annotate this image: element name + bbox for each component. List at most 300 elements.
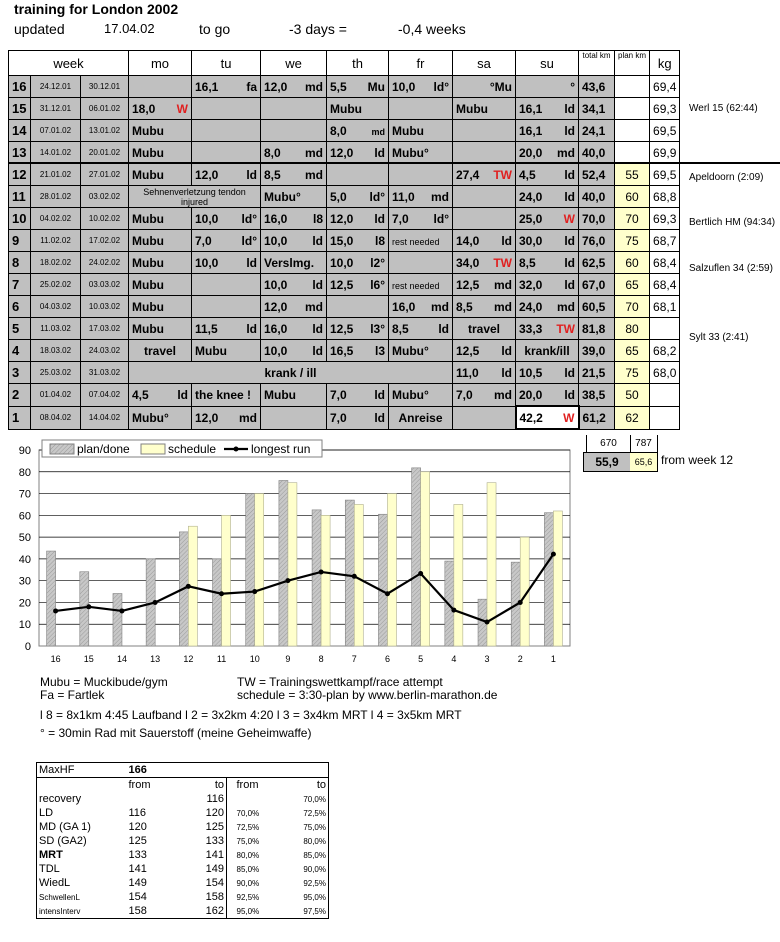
longest-run-point [418, 571, 423, 576]
day-type: ld [564, 255, 575, 270]
week-number: 1 [9, 406, 31, 429]
y-tick-label: 60 [18, 510, 31, 523]
day-type: ld [501, 365, 512, 380]
day-su [516, 76, 579, 98]
hf-pto: 92,5% [303, 878, 326, 888]
bar-schedule [553, 511, 562, 646]
day-su [516, 296, 579, 318]
day-km: 10,0 [264, 277, 288, 292]
day-km: 7,0 [392, 211, 409, 226]
day-type: ld [564, 123, 575, 138]
day-we [261, 208, 327, 230]
day-sa [453, 98, 516, 120]
day-th [327, 142, 389, 164]
day-km: 24,0 [519, 189, 543, 204]
week-start: 28.01.02 [31, 186, 81, 208]
day-type: ld [564, 167, 575, 182]
day-text: Anreise [398, 410, 443, 425]
day-km: 20,0 [519, 387, 543, 402]
bar-plan-done [113, 594, 122, 646]
day-text: Mubu [132, 255, 164, 270]
day-fr [389, 76, 453, 98]
day-km: 12,5 [456, 343, 480, 358]
hf-row [37, 806, 329, 820]
week-start: 14.01.02 [31, 142, 81, 164]
page-title: training for London 2002 [14, 1, 179, 17]
day-mo [129, 98, 192, 120]
hf-name: SD (GA2) [39, 835, 87, 847]
day-su [516, 318, 579, 340]
day-km: 11,0 [456, 365, 479, 380]
hf-name: MRT [39, 849, 63, 861]
day-km: 5,0 [330, 189, 347, 204]
y-tick-label: 90 [18, 445, 31, 457]
week-end: 30.12.01 [81, 76, 129, 98]
total-km: 38,5 [579, 384, 615, 407]
x-tick-label: 15 [83, 654, 94, 664]
hf-row [37, 862, 329, 876]
week-start: 18.02.02 [31, 252, 81, 274]
day-km: 12,5 [330, 277, 354, 292]
day-th [327, 384, 389, 407]
bar-plan-done [47, 551, 56, 646]
hf-to: 162 [205, 905, 224, 917]
day-text: Mubu [195, 343, 227, 358]
hf-to: 116 [206, 793, 224, 805]
day-type: ld [374, 387, 385, 402]
day-we [261, 142, 327, 164]
week-end: 14.04.02 [81, 406, 129, 429]
week-number: 4 [9, 340, 31, 362]
col-tu: tu [192, 51, 261, 76]
day-text: Mubu° [392, 343, 429, 358]
bar-plan-done [544, 513, 553, 646]
day-we [261, 406, 327, 429]
hf-pto: 90,0% [303, 864, 326, 874]
day-type: °Mu [489, 79, 512, 94]
race-note: Salzuflen 34 (2:59) [689, 263, 773, 275]
day-km: 20,0 [519, 145, 543, 160]
weight-kg: 68,2 [650, 340, 680, 362]
week-end: 07.04.02 [81, 384, 129, 407]
hf-from [127, 792, 179, 806]
average-total: 55,9 [583, 452, 631, 472]
day-tu [192, 384, 261, 407]
day-we [261, 318, 327, 340]
day-text: rest needed [392, 236, 440, 247]
plan-km: 70 [615, 208, 650, 230]
day-th [327, 406, 389, 429]
plan-km: 75 [615, 362, 650, 384]
day-sa [453, 406, 516, 429]
day-fr [389, 340, 453, 362]
y-tick-label: 10 [18, 619, 31, 632]
day-fr [389, 318, 453, 340]
x-tick-label: 2 [517, 654, 523, 664]
hf-pfrom: 75,0% [236, 836, 260, 846]
hf-pto: 72,5% [303, 808, 326, 818]
hf-pto: 75,0% [303, 822, 326, 832]
weight-kg: 69,5 [650, 164, 680, 186]
bar-plan-done [312, 510, 321, 646]
day-type: TW [556, 321, 575, 336]
weight-kg: 69,5 [650, 120, 680, 142]
day-type: W [563, 211, 575, 226]
day-type: l3° [370, 321, 385, 336]
note-intervals: l 8 = 8x1km 4:45 Laufband l 2 = 3x2km 4:20 l 3 = 3x4km MRT l 4 = 3x5km MRT [40, 708, 462, 722]
day-km: 16,0 [392, 299, 416, 314]
day-text: Mubu [132, 299, 164, 314]
day-tu [192, 252, 261, 274]
legend-plan-done: plan/done [77, 442, 130, 456]
day-type: ld [177, 387, 188, 402]
hf-sep [227, 834, 235, 848]
bar-plan-done [345, 500, 354, 646]
hf-name: recovery [39, 793, 82, 805]
day-km: 12,0 [195, 410, 219, 425]
day-km: 10,0 [195, 211, 219, 226]
total-km: 24,1 [579, 120, 615, 142]
day-text: Mubu [132, 233, 164, 248]
hf-max-row [37, 763, 329, 778]
table-row [9, 384, 680, 407]
note-mubu: Mubu = Muckibude/gym [40, 675, 168, 689]
day-km: 12,0 [264, 79, 288, 94]
days-remaining: -3 days = [289, 21, 347, 37]
longest-run-point [385, 591, 390, 596]
week-start: 18.03.02 [31, 340, 81, 362]
hf-pfrom: 90,0% [236, 878, 260, 888]
day-fr [389, 252, 453, 274]
hf-row [37, 876, 329, 890]
hf-to: 154 [205, 877, 224, 889]
day-km: 10,5 [519, 365, 543, 380]
day-mo [129, 296, 192, 318]
day-type: ld° [241, 233, 257, 248]
table-row [9, 318, 680, 340]
day-type: ld [564, 101, 575, 116]
day-sa [453, 384, 516, 407]
week-end: 13.01.02 [81, 120, 129, 142]
week-number: 14 [9, 120, 31, 142]
hf-to: 149 [205, 863, 224, 875]
day-tu [192, 230, 261, 252]
longest-run-point [219, 591, 224, 596]
x-tick-label: 12 [183, 654, 194, 664]
bar-schedule [421, 472, 430, 646]
total-km: 81,8 [579, 318, 615, 340]
hf-sep [227, 876, 235, 890]
plan-km: 80 [615, 318, 650, 340]
day-type: md [305, 167, 323, 182]
x-tick-label: 8 [318, 654, 324, 664]
legend-swatch-schedule [141, 444, 165, 454]
total-km: 70,0 [579, 208, 615, 230]
day-tu: Sehnenverletzung tendon injured [129, 186, 261, 208]
week-start: 24.12.01 [31, 76, 81, 98]
hf-name: SchwellenL [39, 892, 80, 902]
day-text: Mubu [330, 101, 362, 116]
day-type: TW [493, 255, 512, 270]
day-type: W [176, 101, 188, 116]
day-we [261, 186, 327, 208]
day-sa [453, 252, 516, 274]
day-km: 7,0 [330, 410, 347, 425]
day-type: ld [246, 167, 257, 182]
day-we [261, 384, 327, 407]
week-start: 08.04.02 [31, 406, 81, 429]
hf-to-header: to [214, 779, 224, 791]
week-end: 17.03.02 [81, 318, 129, 340]
longest-run-point [518, 600, 523, 605]
col-week: week [9, 51, 129, 76]
hf-name: MD (GA 1) [39, 821, 91, 833]
day-km: 30,0 [519, 233, 543, 248]
day-type: ld [374, 145, 385, 160]
week-start: 21.01.02 [31, 164, 81, 186]
weight-kg: 68,0 [650, 362, 680, 384]
week-number: 9 [9, 230, 31, 252]
hf-sep [227, 862, 235, 876]
day-type: ld [564, 233, 575, 248]
bar-plan-done [213, 559, 222, 646]
longest-run-point [319, 569, 324, 574]
hf-pfrom: 85,0% [236, 864, 260, 874]
hf-header-row [37, 778, 329, 793]
day-type: md [431, 299, 449, 314]
week-start: 25.02.02 [31, 274, 81, 296]
day-we [261, 120, 327, 142]
day-th [327, 274, 389, 296]
y-tick-label: 20 [18, 597, 31, 610]
weight-kg [650, 406, 680, 429]
race-note: Apeldoorn (2:09) [689, 171, 764, 183]
day-type: ld° [241, 211, 257, 226]
weight-kg: 69,3 [650, 98, 680, 120]
hf-from: 149 [128, 877, 147, 889]
day-km: 34,0 [456, 255, 480, 270]
total-km: 76,0 [579, 230, 615, 252]
day-mo [129, 318, 192, 340]
day-we [261, 274, 327, 296]
day-sa [453, 296, 516, 318]
total-km: 61,2 [579, 406, 615, 429]
day-type: ld [564, 365, 575, 380]
day-type: md [557, 145, 575, 160]
day-th [327, 252, 389, 274]
day-type: Mu [367, 79, 385, 94]
day-mo [129, 142, 192, 164]
x-tick-label: 7 [351, 654, 357, 664]
table-row [9, 296, 680, 318]
day-tu [192, 318, 261, 340]
day-type: md [305, 299, 323, 314]
table-row [9, 164, 680, 186]
week-end: 31.03.02 [81, 362, 129, 384]
plan-km [615, 120, 650, 142]
x-tick-label: 14 [116, 654, 127, 664]
bar-plan-done [378, 514, 387, 646]
day-type: ld° [433, 211, 449, 226]
day-km: 11,0 [392, 189, 415, 204]
week-start: 07.01.02 [31, 120, 81, 142]
week-number: 2 [9, 384, 31, 407]
day-type: l8 [374, 233, 385, 248]
weight-kg: 68,1 [650, 296, 680, 318]
day-sa [453, 76, 516, 98]
day-km: 16,1 [195, 79, 219, 94]
hf-to: 133 [205, 835, 224, 847]
hf-sep [227, 792, 235, 806]
total-km: 40,0 [579, 142, 615, 164]
hf-sep [227, 806, 235, 820]
from-week-label: from week 12 [661, 453, 734, 467]
day-km: 10,0 [392, 79, 416, 94]
day-text: the knee ! [195, 387, 252, 402]
legend-longest-run: longest run [251, 442, 311, 456]
hf-pfrom-header: from [236, 779, 259, 791]
week-number: 7 [9, 274, 31, 296]
hf-to: 141 [205, 849, 224, 861]
week-end: 27.01.02 [81, 164, 129, 186]
day-km: 12,5 [456, 277, 480, 292]
day-type: md [305, 145, 323, 160]
week-end: 03.02.02 [81, 186, 129, 208]
day-text: krank/ill [524, 343, 570, 358]
day-type: l3 [374, 343, 385, 358]
day-sa [453, 340, 516, 362]
day-km: 12,0 [195, 167, 219, 182]
hf-row [37, 834, 329, 848]
weeks-remaining: -0,4 weeks [398, 21, 466, 37]
x-tick-label: 13 [150, 654, 161, 664]
table-row [9, 362, 680, 384]
table-row [9, 252, 680, 274]
day-we [261, 230, 327, 252]
day-text: Mubu [132, 167, 164, 182]
bar-plan-done [246, 494, 255, 646]
week-number: 13 [9, 142, 31, 164]
day-km: 32,0 [519, 277, 543, 292]
day-fr [389, 274, 453, 296]
hf-name: LD [39, 807, 54, 819]
week-number: 6 [9, 296, 31, 318]
training-chart [0, 436, 580, 668]
day-km: 8,5 [264, 167, 281, 182]
day-mo [129, 252, 192, 274]
hf-from: 158 [128, 905, 147, 917]
total-km: 67,0 [579, 274, 615, 296]
day-km: 4,5 [132, 387, 149, 402]
day-tu [192, 76, 261, 98]
week-start: 04.02.02 [31, 208, 81, 230]
day-text: Verslmg. [264, 255, 315, 270]
day-type: ° [570, 79, 575, 94]
day-km: 10,0 [264, 233, 288, 248]
day-th [327, 230, 389, 252]
day-type: ld [312, 233, 323, 248]
week-start: 25.03.02 [31, 362, 81, 384]
day-su [516, 230, 579, 252]
day-su [516, 406, 579, 429]
hf-name: WiedL [39, 877, 71, 889]
race-note: Werl 15 (62:44) [689, 102, 758, 114]
day-text: Mubu [456, 101, 488, 116]
day-tu [192, 142, 261, 164]
day-km: 18,0 [132, 101, 156, 116]
week-end: 24.02.02 [81, 252, 129, 274]
week-start: 04.03.02 [31, 296, 81, 318]
day-km: 12,0 [330, 211, 354, 226]
weight-kg: 69,3 [650, 208, 680, 230]
day-type: ld [246, 321, 257, 336]
hf-pfrom: 70,0% [236, 808, 260, 818]
day-type: md [431, 189, 449, 204]
day-km: 14,0 [456, 233, 480, 248]
day-sa [453, 274, 516, 296]
week-start: 11.02.02 [31, 230, 81, 252]
day-fr [389, 164, 453, 186]
hf-pfrom: 92,5% [236, 892, 260, 902]
day-km: 15,0 [330, 233, 354, 248]
total-km: 62,5 [579, 252, 615, 274]
day-mo [129, 384, 192, 407]
day-type: ld [564, 189, 575, 204]
day-th [327, 318, 389, 340]
day-km: 7,0 [456, 387, 473, 402]
plan-km [615, 142, 650, 164]
day-type: ld [501, 343, 512, 358]
col-th: th [327, 51, 389, 76]
day-text: travel [467, 321, 501, 336]
table-row [9, 186, 680, 208]
day-th [327, 186, 389, 208]
day-su [516, 120, 579, 142]
day-sa [453, 142, 516, 164]
day-tu [192, 120, 261, 142]
day-km: 5,5 [330, 79, 347, 94]
maxhf-label: MaxHF [39, 764, 75, 776]
day-mo [129, 120, 192, 142]
day-th [327, 120, 389, 142]
day-mo: krank / ill [129, 362, 453, 384]
col-we: we [261, 51, 327, 76]
hf-name: intensInterv [39, 906, 81, 916]
day-km: 12,5 [330, 321, 354, 336]
col-kg: kg [650, 51, 680, 76]
note-schedule: schedule = 3:30-plan by www.berlin-marathon.de [237, 688, 498, 702]
day-km: 4,5 [519, 167, 536, 182]
day-type: ld [312, 343, 323, 358]
week-end: 03.03.02 [81, 274, 129, 296]
day-text: Mubu° [264, 189, 301, 204]
week-start: 31.12.01 [31, 98, 81, 120]
day-mo [129, 164, 192, 186]
week-number: 5 [9, 318, 31, 340]
hf-sep [227, 904, 235, 919]
day-th [327, 296, 389, 318]
day-km: 8,5 [392, 321, 409, 336]
total-km: 60,5 [579, 296, 615, 318]
day-type: md [371, 126, 385, 137]
day-type: md [305, 79, 323, 94]
day-su [516, 208, 579, 230]
day-su [516, 164, 579, 186]
day-text: Mubu [132, 321, 164, 336]
day-tu [192, 208, 261, 230]
weight-kg: 69,9 [650, 142, 680, 164]
day-we [261, 76, 327, 98]
